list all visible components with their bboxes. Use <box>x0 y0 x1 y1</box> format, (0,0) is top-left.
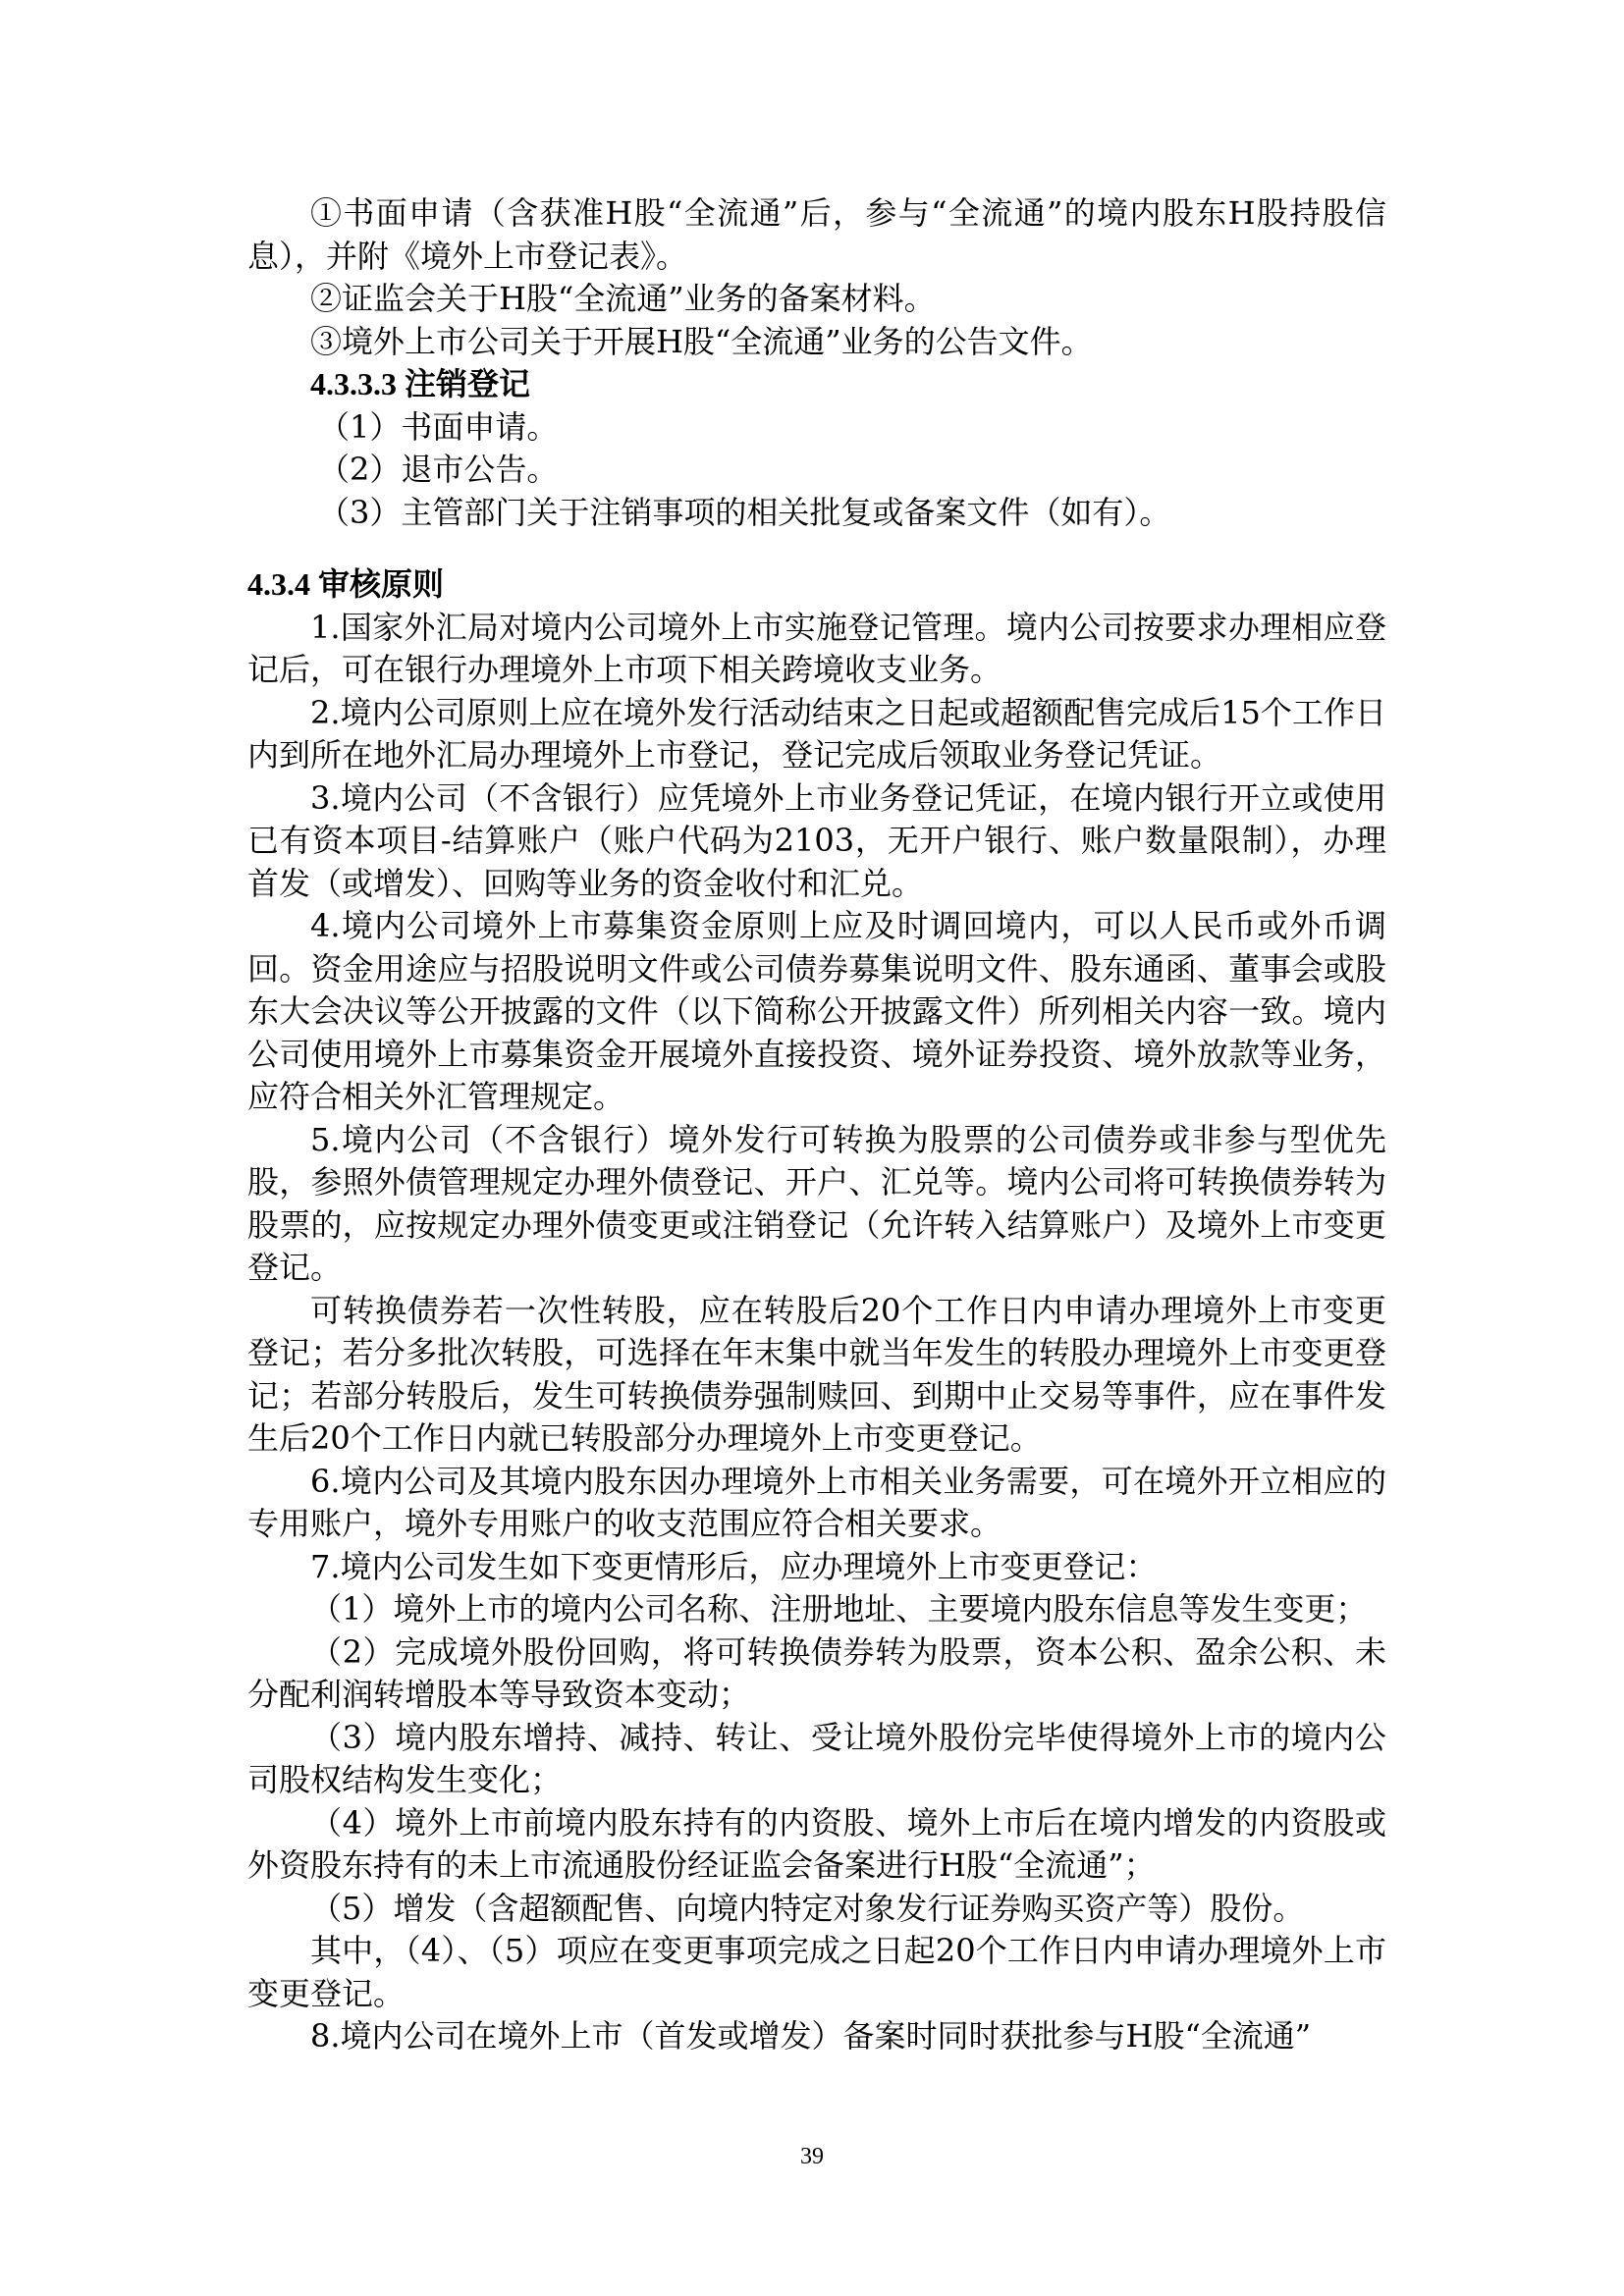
paragraph: 7.境内公司发生如下变更情形后，应办理境外上市变更登记： <box>310 1547 1158 1585</box>
section-heading-434: 4.3.4 审核原则 <box>247 566 445 602</box>
paragraph: 2.境内公司原则上应在境外发行活动结束之日起或超额配售完成后15个工作日内到所在地外汇局办理境外上市登记，登记完成后领取业务登记凭证。 <box>247 693 1386 774</box>
list-item: （2）退市公告。 <box>318 451 559 488</box>
list-item: （1）书面申请。 <box>318 407 559 446</box>
list-item: ②证监会关于H股“全流通”业务的备案材料。 <box>310 280 936 317</box>
paragraph: 6.境内公司及其境内股东因办理境外上市相关业务需要，可在境外开立相应的专用账户，境外专用账户的收支范围应符合相关要求。 <box>247 1462 1386 1542</box>
paragraph: 3.境内公司（不含银行）应凭境外上市业务登记凭证，在境内银行开立或使用已有资本项目-结算账户（账户代码为2103，无开户银行、账户数量限制），办理首发（或增发）、回购等业务的资金收付和汇兑。 <box>247 778 1386 902</box>
list-item: ①书面申请（含获准H股“全流通”后，参与“全流通”的境内股东H股持股信息），并附《境外上市登记表》。 <box>247 194 1386 275</box>
list-item: （2）完成境外股份回购，将可转换债券转为股票，资本公积、盈余公积、未分配利润转增股本等导致资本变动； <box>247 1632 1386 1713</box>
paragraph: 其中，（4）、（5）项应在变更事项完成之日起20个工作日内申请办理境外上市变更登记。 <box>247 1932 1386 2012</box>
list-item: （3）主管部门关于注销事项的相关批复或备案文件（如有）。 <box>318 493 1171 531</box>
page-number: 39 <box>800 2144 824 2169</box>
list-item: （4）境外上市前境内股东持有的内资股、境外上市后在境内增发的内资股或外资股东持有的未上市流通股份经证监会备案进行H股“全流通”； <box>247 1803 1386 1884</box>
paragraph: 8.境内公司在境外上市（首发或增发）备案时同时获批参与H股“全流通” <box>310 2017 1312 2055</box>
list-item: （5）增发（含超额配售、向境内特定对象发行证券购买资产等）股份。 <box>310 1889 1305 1927</box>
paragraph: 5.境内公司（不含银行）境外发行可转换为股票的公司债券或非参与型优先股，参照外债管理规定办理外债登记、开户、汇兑等。境内公司将可转换债券转为股票的，应按规定办理外债变更或注销登记（允许转入结算账户）及境外上市变更登记。 <box>247 1120 1386 1286</box>
paragraph: 1.国家外汇局对境内公司境外上市实施登记管理。境内公司按要求办理相应登记后，可在银行办理境外上市项下相关跨境收支业务。 <box>247 608 1386 688</box>
list-item: （1）境外上市的境内公司名称、注册地址、主要境内股东信息等发生变更； <box>310 1590 1368 1628</box>
section-heading-4333: 4.3.3.3 注销登记 <box>310 366 531 401</box>
list-item: （3）境内股东增持、减持、转让、受让境外股份完毕使得境外上市的境内公司股权结构发生变化； <box>247 1718 1386 1798</box>
document-body <box>247 192 1386 2058</box>
list-item: ③境外上市公司关于开展H股“全流通”业务的公告文件。 <box>310 322 1093 360</box>
paragraph: 4.境内公司境外上市募集资金原则上应及时调回境内，可以人民币或外币调回。资金用途应与招股说明文件或公司债券募集说明文件、股东通函、董事会或股东大会决议等公开披露的文件（以下简称公开披露文件）所列相关内容一致。境内公司使用境外上市募集资金开展境外直接投资、境外证券投资、境外放款等业务，应符合相关外汇管理规定。 <box>247 907 1386 1115</box>
paragraph: 可转换债券若一次性转股，应在转股后20个工作日内申请办理境外上市变更登记；若分多批次转股，可选择在年末集中就当年发生的转股办理境外上市变更登记；若部分转股后，发生可转换债券强制赎回、到期中止交易等事件，应在事件发生后20个工作日内就已转股部分办理境外上市变更登记。 <box>247 1291 1386 1457</box>
